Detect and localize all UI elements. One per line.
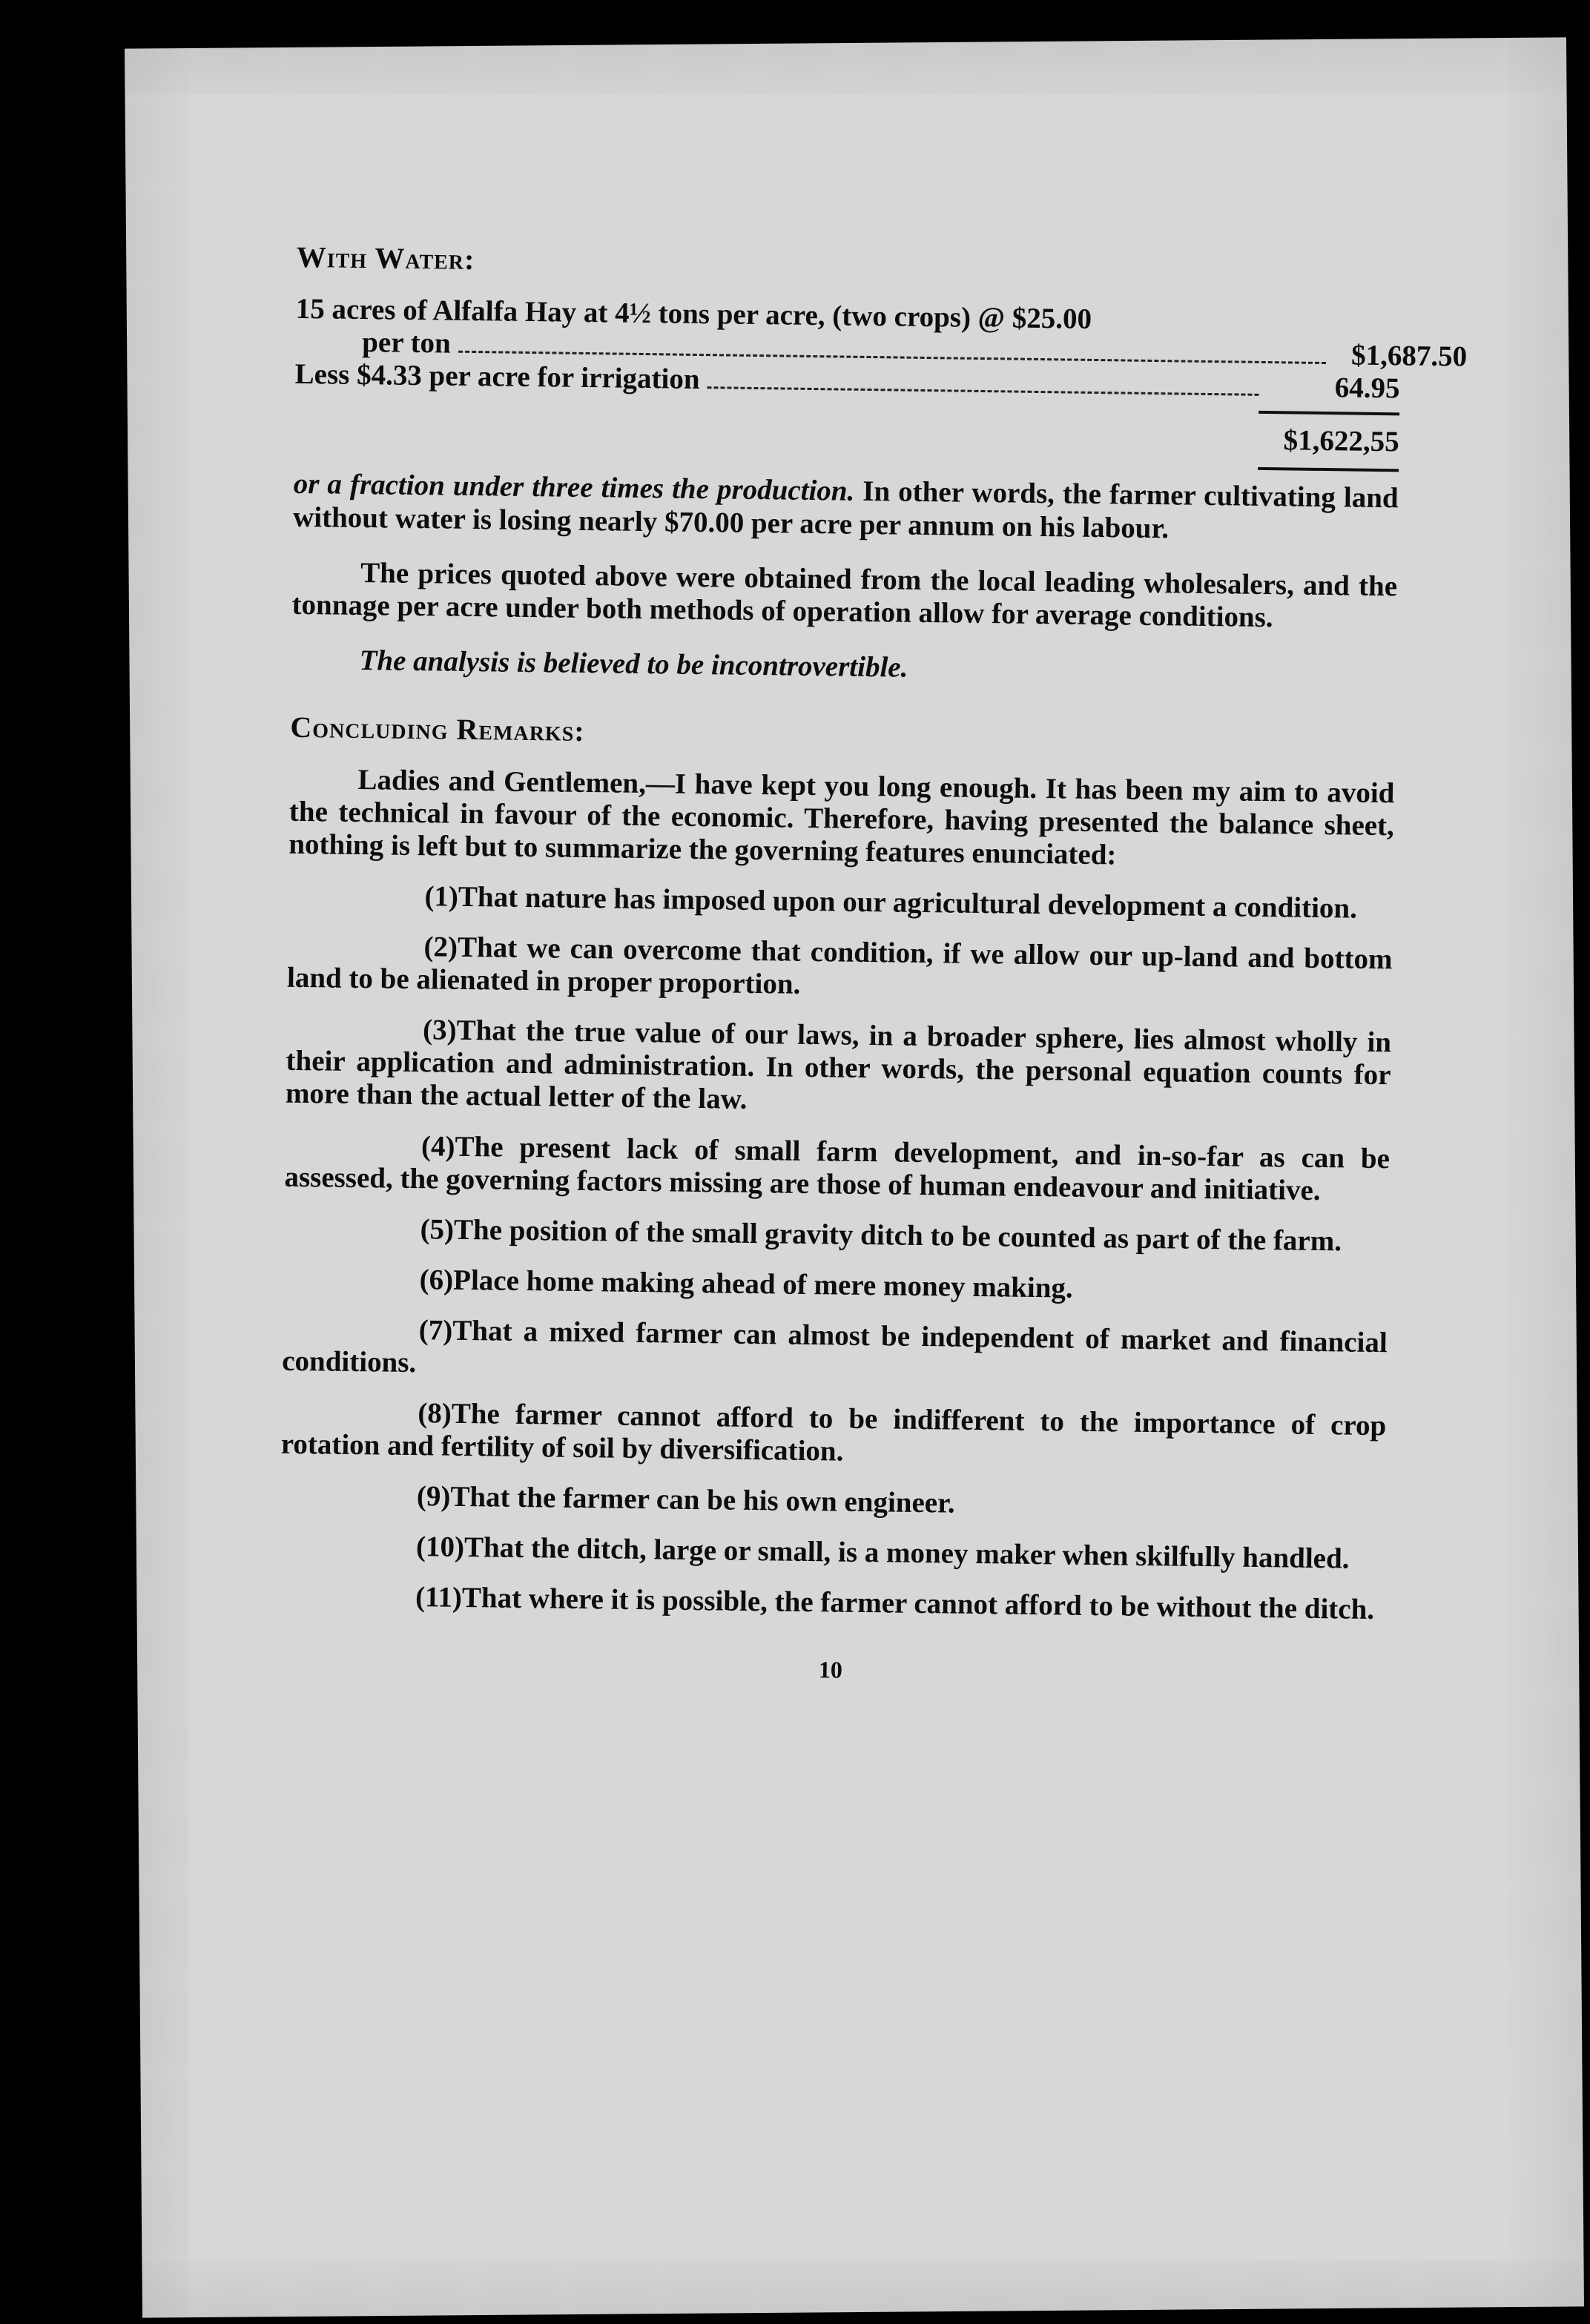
remark-item [287, 929, 1393, 1009]
remark-text: That the true value of our laws, in a broader sphere, lies almost wholly in their application and administration. In other words, the personal equation counts for more than the actual letter of the law. [285, 1014, 1392, 1116]
remark-text: That nature has imposed upon our agricultural development a condition. [458, 880, 1358, 925]
remarks-list [279, 879, 1393, 1626]
remark-number: (9) [416, 1480, 451, 1513]
calc-amount-1: $1,687.50 [1350, 339, 1468, 373]
remark-item [283, 1261, 1388, 1309]
calc-total: $1,622,55 [1258, 411, 1399, 472]
total-row [294, 398, 1399, 472]
dotted-leader [707, 386, 1259, 396]
remark-item [281, 1396, 1387, 1476]
paragraph-analysis: The analysis is believed to be incontrovertible. [359, 644, 908, 684]
calc-line-1: 15 acres of Alfalfa Hay at 4½ tons per acre, (two crops) @ $25.00 [295, 293, 1092, 336]
remark-number: (5) [420, 1212, 455, 1246]
remark-number: (10) [415, 1531, 465, 1564]
remark-text: That the farmer can be his own engineer. [450, 1480, 955, 1519]
with-water-heading: With Water: [296, 240, 475, 277]
remark-text: That a mixed farmer can almost be independent of market and financial conditions. [281, 1314, 1388, 1379]
remark-text: That where it is possible, the farmer cannot afford to be without the ditch. [461, 1582, 1375, 1626]
remark-text: The present lack of small farm development, and in-so-far as can be assessed, the governing factors missing are those of human endeavour and initiative. [284, 1130, 1391, 1206]
remark-number: (7) [418, 1313, 453, 1347]
remark-number: (3) [422, 1014, 457, 1047]
page-content [278, 240, 1468, 1691]
remark-item [286, 1012, 1392, 1125]
document-page [125, 37, 1584, 2317]
remark-text: That the ditch, large or small, is a money maker when skilfully handled. [464, 1531, 1350, 1575]
concluding-intro: Ladies and Gentlemen,—I have kept you long enough. It has been my aim to avoid the technical in favour of the economic. Therefore, having presented the balance sheet, nothing is left but to summarize the governing features enunciated: [288, 763, 1395, 871]
paragraph-production [293, 468, 1399, 548]
paragraph-production-italic: or a fraction under three times the production. [293, 468, 855, 508]
remark-number: (11) [415, 1581, 463, 1614]
remark-item [280, 1529, 1385, 1577]
remark-number: (8) [418, 1397, 452, 1430]
remark-number: (6) [419, 1263, 454, 1296]
calc-line-2: Less $4.33 per acre for irrigation [294, 358, 700, 396]
remark-item [279, 1579, 1384, 1627]
remark-text: That we can overcome that condition, if we allow our up-land and bottom land to be alienated in proper proportion. [286, 931, 1393, 1001]
remark-number: (1) [424, 880, 459, 913]
page-number: 10 [818, 1656, 843, 1683]
remark-number: (2) [423, 931, 458, 963]
concluding-heading: Concluding Remarks: [290, 710, 585, 747]
paragraph-production-rest: In other words, the farmer cultivating land without water is losing nearly $70.00 per acre per annum on his labour. [292, 475, 1399, 544]
remark-item [283, 1211, 1388, 1258]
remark-item [284, 1128, 1390, 1208]
remark-text: Place home making ahead of mere money making. [452, 1264, 1073, 1304]
calc-line-1b: per ton [361, 326, 452, 360]
calc-amount-2: 64.95 [1334, 372, 1400, 405]
remark-text: The position of the small gravity ditch to be counted as part of the farm. [453, 1213, 1342, 1258]
remark-number: (4) [420, 1129, 455, 1163]
remark-item [282, 1312, 1388, 1392]
remark-text: The farmer cannot afford to be indifferent to the importance of crop rotation and fertility of soil by diversification. [280, 1397, 1387, 1468]
remark-item [288, 879, 1393, 926]
paragraph-prices: The prices quoted above were obtained from the local leading wholesalers, and the tonnage per acre under both methods of operation allow for average conditions. [291, 556, 1398, 633]
remark-item [280, 1479, 1385, 1526]
